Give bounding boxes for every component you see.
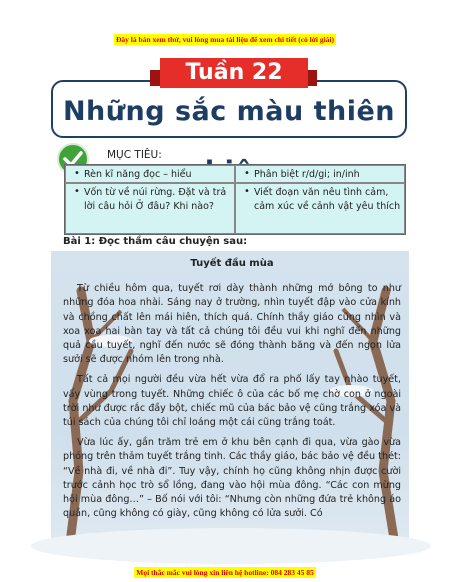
story-text <box>63 257 401 521</box>
lesson-title: Những sắc màu thiên <box>62 96 396 127</box>
hotline-notice <box>0 560 450 579</box>
objectives-heading: MỤC TIÊU: <box>107 149 162 161</box>
preview-notice <box>0 27 450 46</box>
exercise-label: Bài 1: Đọc thầm câu chuyện sau: <box>63 236 248 247</box>
objectives-table <box>64 164 406 235</box>
story-paragraph: Tất cả mọi người đều vừa hết vừa đổ ra phố lấy tay nhào tuyết, vấy vùng trong tuyết. Những chiếc ô của các bố mẹ chờ con ở ngoài trời như được rắc đầy bột, chiếc mũ của bác bảo vệ cũng trắng xóa và túi sách của chúng tôi chỉ loáng một cái cũng trắng toát. <box>63 374 401 429</box>
story-panel <box>51 251 409 551</box>
week-banner <box>0 58 450 90</box>
preview-notice-text: Đây là bản xem thử, vui lòng mua tài liệu để xem chi tiết (có lời giải) <box>115 35 335 44</box>
story-paragraph: Từ chiều hôm qua, tuyết rơi dày thành những mớ bông to như những đóa hoa nhài. Sáng nay ở trường, nhìn tuyết đập vào cửa kính và chồng chất lên mái hiên, thích quá. Chính thầy giáo cũng nhìn và xoa xoa hai bàn tay và tất cả chúng tôi đều vui khi nghĩ đến những quả cầu tuyết, nghĩ đến nước sẽ đóng thành băng và đến ngọn lửa sưởi sẽ được nhóm lên trong nhà. <box>63 283 401 366</box>
objective-item: • Rèn kĩ năng đọc – hiểu <box>65 165 235 183</box>
objective-item: • Viết đoạn văn nêu tình cảm, cảm xúc về cảnh vật yêu thích <box>235 183 405 234</box>
story-title: Tuyết đầu mùa <box>190 258 274 269</box>
week-label: Tuần 22 <box>160 58 308 88</box>
hotline-notice-text: Mọi thắc mắc vui lòng xin liên hệ hotline: 084 283 45 85 <box>136 568 314 577</box>
story-paragraph: Vừa lúc ấy, gần trăm trẻ em ở khu bên cạnh đi qua, vừa gào vừa phóng trên thảm tuyết trắng tinh. Các thầy giáo, bác bảo vệ đều thét: “Về nhà đi, về nhà đi”. Tuy vậy, chính họ cũng không nhịn được cười trước cảnh học trò sổ lồng, đang vào hội mùa đông. “Các con mừng hội mùa đông…” – Bố nói với tôi: “Nhưng còn những đứa trẻ không áo quần, cũng không có giày, cũng không có lửa sưởi. Có <box>63 437 401 520</box>
objective-item: • Vốn từ về núi rừng. Đặt và trả lời câu hỏi Ở đâu? Khi nào? <box>65 183 235 234</box>
objective-item: • Phân biệt r/d/gi; in/inh <box>235 165 405 183</box>
